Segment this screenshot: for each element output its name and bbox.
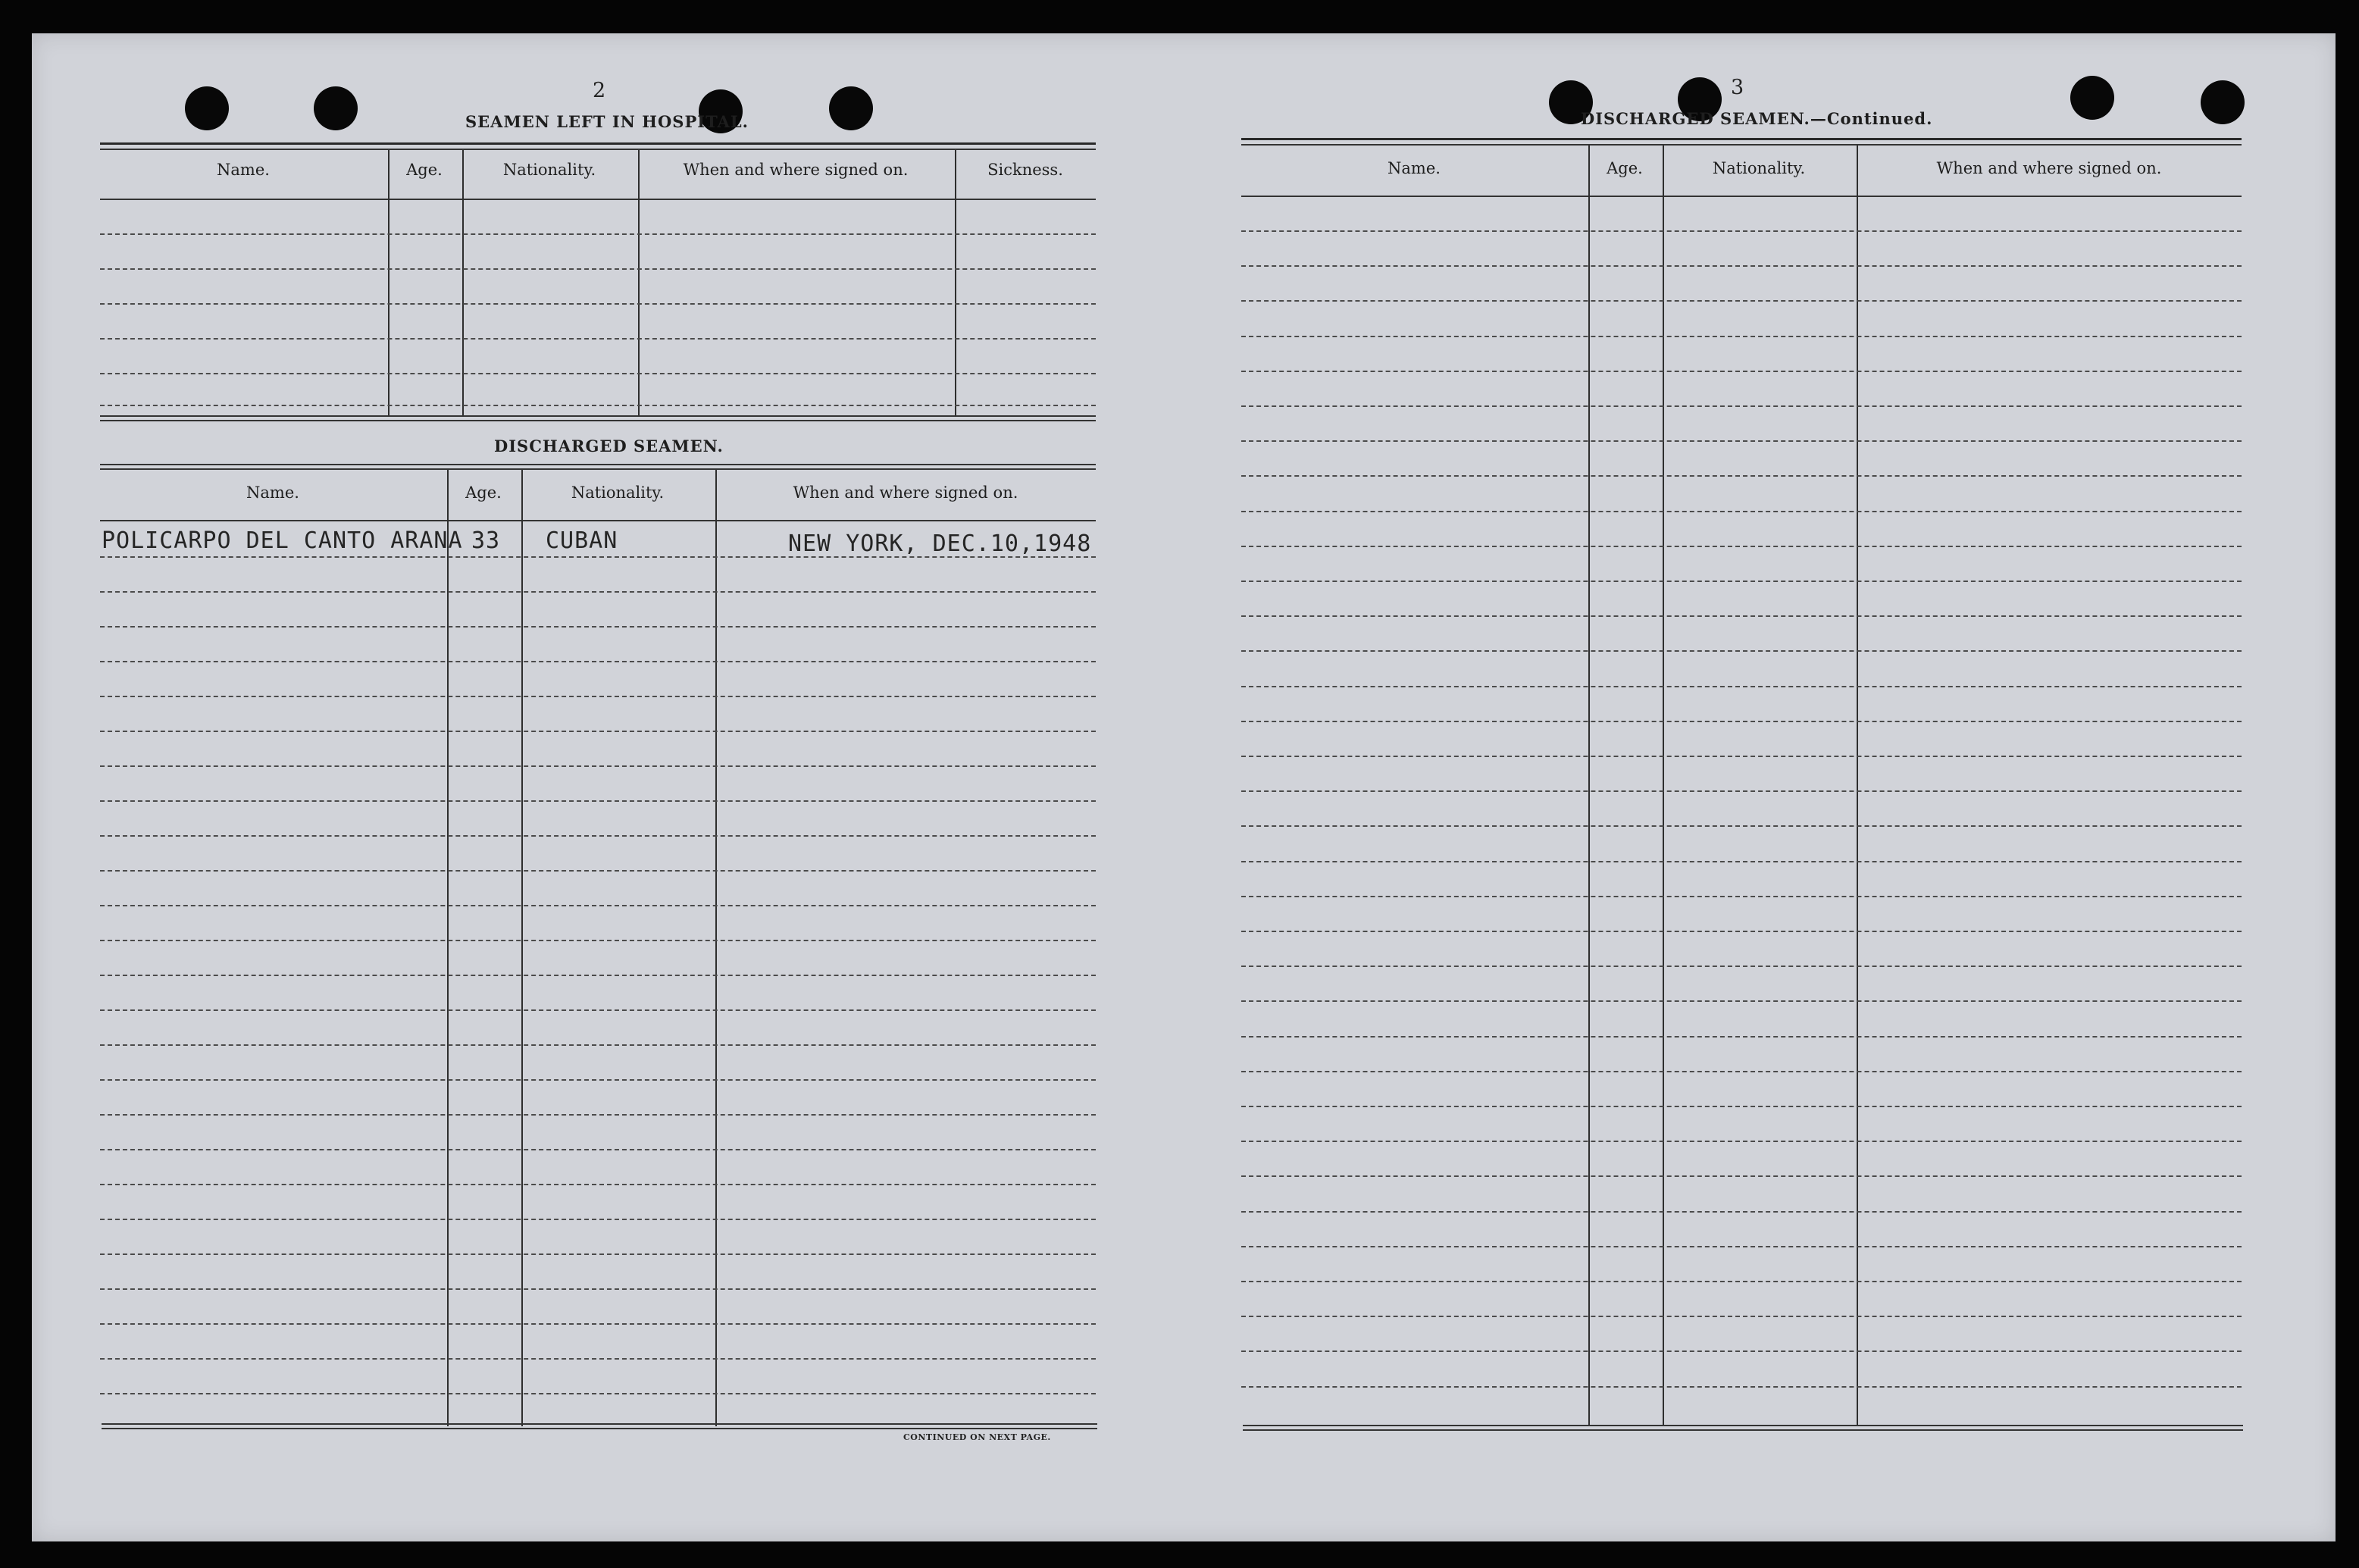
header-rule	[1241, 144, 2242, 146]
bottom-rule	[1243, 1425, 2243, 1426]
row-line	[1241, 1281, 2242, 1282]
entry-age: 33	[471, 527, 501, 554]
row-line	[1241, 1211, 2242, 1213]
row-line	[1241, 546, 2242, 547]
page-number: 2	[593, 79, 606, 102]
row-line	[100, 835, 1096, 837]
column-divider	[955, 150, 956, 417]
row-line	[100, 626, 1096, 628]
continued-note: CONTINUED ON NEXT PAGE.	[903, 1432, 1051, 1442]
row-line	[100, 1358, 1096, 1360]
row-line	[100, 800, 1096, 802]
bottom-rule	[102, 1423, 1097, 1425]
row-line	[1241, 265, 2242, 267]
row-line	[1241, 966, 2242, 967]
column-header-nationality: Nationality.	[571, 484, 665, 502]
column-header-nationality: Nationality.	[502, 161, 596, 179]
row-line	[1241, 1386, 2242, 1388]
row-line	[100, 1288, 1096, 1290]
row-line	[1241, 336, 2242, 337]
bottom-rule	[1243, 1429, 2243, 1431]
row-line	[1241, 1106, 2242, 1107]
row-line	[1241, 896, 2242, 897]
hospital-section-title: SEAMEN LEFT IN HOSPITAL.	[465, 112, 749, 131]
row-line	[100, 1149, 1096, 1150]
row-line	[1241, 300, 2242, 302]
column-header-name: Name.	[246, 484, 299, 502]
row-line	[100, 1009, 1096, 1011]
row-line	[100, 731, 1096, 732]
row-line	[1241, 230, 2242, 232]
column-header-age: Age.	[406, 161, 443, 179]
row-line	[100, 1184, 1096, 1185]
row-line	[100, 870, 1096, 872]
column-header-nationality: Nationality.	[1712, 159, 1806, 177]
row-line	[1241, 1350, 2242, 1352]
row-line	[1241, 511, 2242, 512]
column-header-name: Name.	[217, 161, 270, 179]
entry-name: POLICARPO DEL CANTO ARANA	[102, 527, 463, 554]
row-line	[100, 405, 1096, 406]
row-line	[100, 373, 1096, 374]
row-line	[100, 696, 1096, 697]
column-header-name: Name.	[1388, 159, 1441, 177]
row-line	[1241, 756, 2242, 757]
discharged-section-title: DISCHARGED SEAMEN.	[494, 437, 724, 455]
column-header-signed-on: When and where signed on.	[683, 161, 909, 179]
row-line	[100, 338, 1096, 340]
row-line	[1241, 721, 2242, 722]
row-line	[100, 1079, 1096, 1081]
column-header-rule	[100, 199, 1096, 200]
row-line	[100, 661, 1096, 662]
column-header-age: Age.	[465, 484, 502, 502]
column-header-signed-on: When and where signed on.	[1936, 159, 2162, 177]
ledger-sheet	[32, 33, 2336, 1541]
section-rule	[100, 420, 1096, 421]
row-line	[100, 940, 1096, 941]
header-rule	[100, 468, 1096, 470]
bottom-rule	[102, 1428, 1097, 1429]
row-line	[100, 556, 1096, 558]
row-line	[1241, 1000, 2242, 1002]
entry-signed-on: NEW YORK, DEC.10,1948	[788, 530, 1092, 557]
row-line	[100, 905, 1096, 906]
row-line	[1241, 371, 2242, 372]
row-line	[1241, 1175, 2242, 1177]
row-line	[100, 1044, 1096, 1046]
row-line	[100, 1114, 1096, 1116]
punch-hole	[829, 86, 873, 130]
column-divider	[1663, 146, 1664, 1426]
column-header-sickness: Sickness.	[987, 161, 1063, 179]
column-divider	[1588, 146, 1590, 1426]
row-line	[100, 975, 1096, 976]
row-line	[100, 303, 1096, 305]
row-line	[1241, 1036, 2242, 1038]
row-line	[1241, 686, 2242, 687]
row-line	[100, 268, 1096, 270]
row-line	[1241, 1141, 2242, 1142]
column-divider	[1857, 146, 1858, 1426]
punch-hole	[314, 86, 358, 130]
column-header-rule	[100, 520, 1096, 521]
discharged-continued-title: DISCHARGED SEAMEN.—Continued.	[1581, 109, 1933, 128]
row-line	[1241, 581, 2242, 582]
row-line	[1241, 790, 2242, 792]
column-header-rule	[1241, 196, 2242, 197]
row-line	[100, 591, 1096, 593]
column-header-signed-on: When and where signed on.	[793, 484, 1018, 502]
column-divider	[462, 150, 464, 417]
column-divider	[638, 150, 640, 417]
row-line	[1241, 475, 2242, 477]
row-line	[100, 1253, 1096, 1255]
row-line	[100, 1323, 1096, 1325]
entry-nationality: CUBAN	[546, 527, 618, 554]
row-line	[1241, 825, 2242, 827]
section-rule	[100, 415, 1096, 417]
row-line	[100, 233, 1096, 235]
header-rule	[100, 142, 1096, 145]
row-line	[100, 1393, 1096, 1394]
punch-hole	[2070, 76, 2114, 120]
row-line	[1241, 650, 2242, 652]
column-divider	[447, 470, 449, 1426]
row-line	[1241, 861, 2242, 862]
column-divider	[388, 150, 390, 417]
row-line	[1241, 440, 2242, 442]
punch-hole	[2201, 80, 2245, 124]
header-rule	[1241, 138, 2242, 140]
row-line	[1241, 1316, 2242, 1317]
column-header-age: Age.	[1607, 159, 1643, 177]
row-line	[1241, 405, 2242, 407]
column-divider	[715, 470, 717, 1426]
row-line	[100, 1219, 1096, 1220]
row-line	[1241, 1071, 2242, 1072]
page-number: 3	[1731, 76, 1744, 99]
row-line	[1241, 1246, 2242, 1247]
header-rule	[100, 464, 1096, 465]
column-divider	[521, 470, 523, 1426]
row-line	[1241, 931, 2242, 932]
punch-hole	[185, 86, 229, 130]
row-line	[1241, 615, 2242, 617]
header-rule	[100, 149, 1096, 150]
row-line	[100, 765, 1096, 767]
